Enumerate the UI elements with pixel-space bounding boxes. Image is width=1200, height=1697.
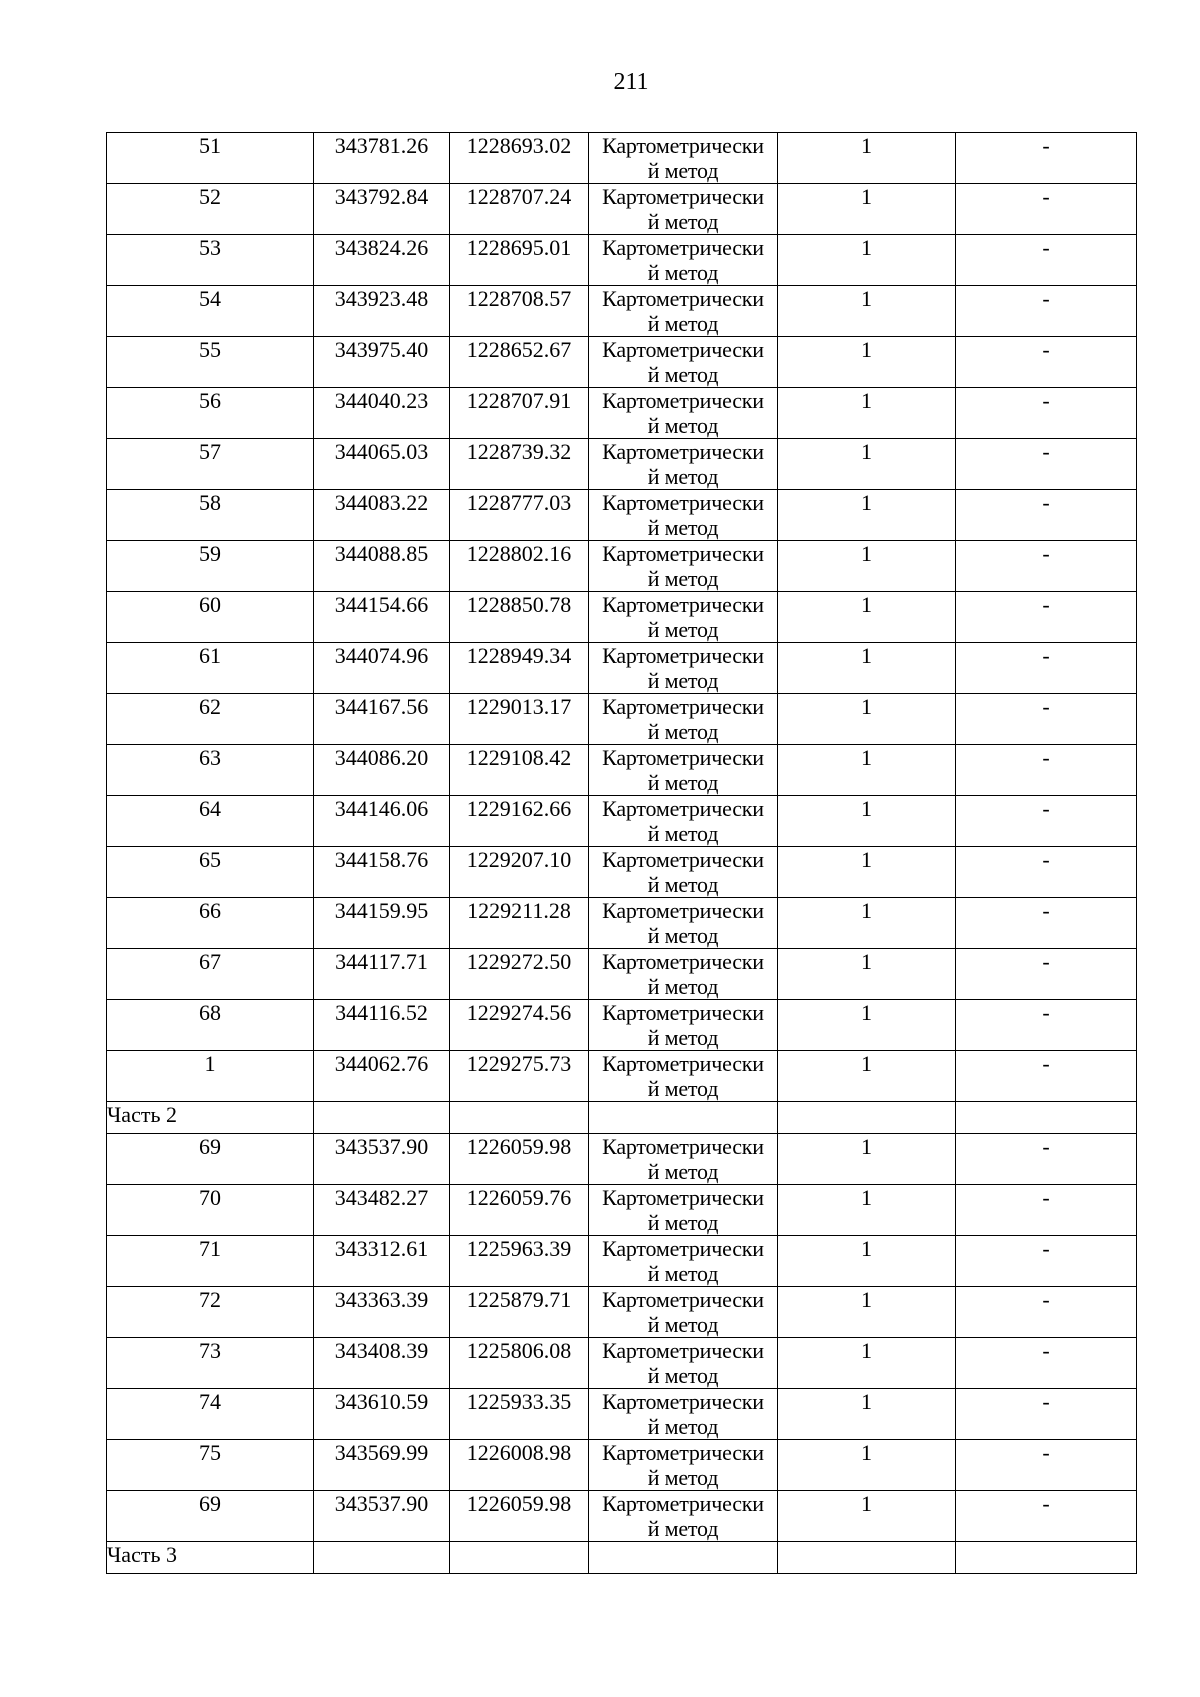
method-cell <box>589 847 778 898</box>
method-text-line1: Картометрически <box>602 1051 764 1076</box>
accuracy-value: 1 <box>778 1440 956 1491</box>
y-coordinate: 1226059.98 <box>450 1491 589 1542</box>
table-row <box>107 1287 1137 1338</box>
method-text-line1: Картометрически <box>602 1236 764 1261</box>
method-cell <box>589 1440 778 1491</box>
empty-cell <box>956 1542 1137 1574</box>
table-row <box>107 592 1137 643</box>
section-title: Часть 2 <box>107 1102 314 1134</box>
point-number: 63 <box>107 745 314 796</box>
y-coordinate: 1228708.57 <box>450 286 589 337</box>
accuracy-value: 1 <box>778 1338 956 1389</box>
method-cell <box>589 949 778 1000</box>
y-coordinate: 1228802.16 <box>450 541 589 592</box>
method-text-line2: й метод <box>647 413 719 438</box>
method-text-line2: й метод <box>647 719 719 744</box>
method-text-line1: Картометрически <box>602 1389 764 1414</box>
table-row <box>107 898 1137 949</box>
point-number: 55 <box>107 337 314 388</box>
table-row <box>107 235 1137 286</box>
accuracy-value: 1 <box>778 643 956 694</box>
y-coordinate: 1228739.32 <box>450 439 589 490</box>
table-row <box>107 694 1137 745</box>
point-number: 59 <box>107 541 314 592</box>
accuracy-value: 1 <box>778 439 956 490</box>
y-coordinate: 1229211.28 <box>450 898 589 949</box>
y-coordinate: 1228707.24 <box>450 184 589 235</box>
accuracy-value: 1 <box>778 847 956 898</box>
method-text-line1: Картометрически <box>602 592 764 617</box>
description-value: - <box>956 949 1137 1000</box>
method-text-line1: Картометрически <box>602 541 764 566</box>
point-number: 57 <box>107 439 314 490</box>
description-value: - <box>956 541 1137 592</box>
y-coordinate: 1226059.76 <box>450 1185 589 1236</box>
section-header-row <box>107 1102 1137 1134</box>
accuracy-value: 1 <box>778 388 956 439</box>
y-coordinate: 1229162.66 <box>450 796 589 847</box>
description-value: - <box>956 1287 1137 1338</box>
accuracy-value: 1 <box>778 1000 956 1051</box>
table-row <box>107 1491 1137 1542</box>
x-coordinate: 343610.59 <box>314 1389 450 1440</box>
x-coordinate: 343923.48 <box>314 286 450 337</box>
accuracy-value: 1 <box>778 898 956 949</box>
table-row <box>107 1338 1137 1389</box>
description-value: - <box>956 1491 1137 1542</box>
accuracy-value: 1 <box>778 1051 956 1102</box>
point-number: 74 <box>107 1389 314 1440</box>
table-row <box>107 286 1137 337</box>
x-coordinate: 344074.96 <box>314 643 450 694</box>
method-cell <box>589 745 778 796</box>
y-coordinate: 1228850.78 <box>450 592 589 643</box>
point-number: 66 <box>107 898 314 949</box>
x-coordinate: 343569.99 <box>314 1440 450 1491</box>
accuracy-value: 1 <box>778 1185 956 1236</box>
point-number: 51 <box>107 133 314 184</box>
method-text-line2: й метод <box>647 1076 719 1101</box>
empty-cell <box>450 1542 589 1574</box>
method-text-line1: Картометрически <box>602 1491 764 1516</box>
point-number: 52 <box>107 184 314 235</box>
y-coordinate: 1225806.08 <box>450 1338 589 1389</box>
method-text-line2: й метод <box>647 974 719 999</box>
method-cell <box>589 184 778 235</box>
accuracy-value: 1 <box>778 235 956 286</box>
method-text-line1: Картометрически <box>602 745 764 770</box>
method-text-line1: Картометрически <box>602 184 764 209</box>
description-value: - <box>956 388 1137 439</box>
point-number: 60 <box>107 592 314 643</box>
method-cell <box>589 1000 778 1051</box>
method-cell <box>589 796 778 847</box>
method-text-line2: й метод <box>647 1210 719 1235</box>
point-number: 67 <box>107 949 314 1000</box>
method-cell <box>589 1338 778 1389</box>
accuracy-value: 1 <box>778 694 956 745</box>
y-coordinate: 1229108.42 <box>450 745 589 796</box>
y-coordinate: 1229207.10 <box>450 847 589 898</box>
x-coordinate: 343792.84 <box>314 184 450 235</box>
table-row <box>107 490 1137 541</box>
y-coordinate: 1228695.01 <box>450 235 589 286</box>
point-number: 69 <box>107 1491 314 1542</box>
x-coordinate: 343482.27 <box>314 1185 450 1236</box>
section-header-row <box>107 1542 1137 1574</box>
method-text-line2: й метод <box>647 1261 719 1286</box>
method-text-line1: Картометрически <box>602 1000 764 1025</box>
method-text-line1: Картометрически <box>602 694 764 719</box>
accuracy-value: 1 <box>778 1491 956 1542</box>
accuracy-value: 1 <box>778 592 956 643</box>
point-number: 58 <box>107 490 314 541</box>
method-cell <box>589 898 778 949</box>
point-number: 70 <box>107 1185 314 1236</box>
method-cell <box>589 1389 778 1440</box>
table-row <box>107 643 1137 694</box>
accuracy-value: 1 <box>778 745 956 796</box>
method-text-line2: й метод <box>647 566 719 591</box>
point-number: 69 <box>107 1134 314 1185</box>
accuracy-value: 1 <box>778 184 956 235</box>
x-coordinate: 343537.90 <box>314 1491 450 1542</box>
table-row <box>107 1000 1137 1051</box>
y-coordinate: 1229272.50 <box>450 949 589 1000</box>
x-coordinate: 344088.85 <box>314 541 450 592</box>
accuracy-value: 1 <box>778 490 956 541</box>
empty-cell <box>314 1542 450 1574</box>
table-row <box>107 1185 1137 1236</box>
method-cell <box>589 388 778 439</box>
table-row <box>107 796 1137 847</box>
y-coordinate: 1225963.39 <box>450 1236 589 1287</box>
method-text-line2: й метод <box>647 1363 719 1388</box>
method-text-line2: й метод <box>647 1312 719 1337</box>
accuracy-value: 1 <box>778 1287 956 1338</box>
x-coordinate: 344159.95 <box>314 898 450 949</box>
accuracy-value: 1 <box>778 286 956 337</box>
method-text-line2: й метод <box>647 1414 719 1439</box>
point-number: 1 <box>107 1051 314 1102</box>
method-text-line1: Картометрически <box>602 1134 764 1159</box>
description-value: - <box>956 898 1137 949</box>
table-row <box>107 1134 1137 1185</box>
method-cell <box>589 337 778 388</box>
method-text-line2: й метод <box>647 158 719 183</box>
method-text-line2: й метод <box>647 668 719 693</box>
y-coordinate: 1228777.03 <box>450 490 589 541</box>
y-coordinate: 1229013.17 <box>450 694 589 745</box>
description-value: - <box>956 1338 1137 1389</box>
description-value: - <box>956 1389 1137 1440</box>
x-coordinate: 344158.76 <box>314 847 450 898</box>
point-number: 65 <box>107 847 314 898</box>
method-text-line2: й метод <box>647 617 719 642</box>
x-coordinate: 344062.76 <box>314 1051 450 1102</box>
accuracy-value: 1 <box>778 949 956 1000</box>
method-cell <box>589 592 778 643</box>
description-value: - <box>956 1236 1137 1287</box>
method-text-line1: Картометрически <box>602 1185 764 1210</box>
description-value: - <box>956 184 1137 235</box>
x-coordinate: 343781.26 <box>314 133 450 184</box>
x-coordinate: 343312.61 <box>314 1236 450 1287</box>
coordinates-table <box>106 132 1137 1574</box>
point-number: 73 <box>107 1338 314 1389</box>
empty-cell <box>778 1102 956 1134</box>
method-text-line1: Картометрически <box>602 133 764 158</box>
method-text-line1: Картометрически <box>602 949 764 974</box>
method-text-line2: й метод <box>647 1025 719 1050</box>
point-number: 62 <box>107 694 314 745</box>
description-value: - <box>956 643 1137 694</box>
method-text-line1: Картометрически <box>602 286 764 311</box>
method-text-line1: Картометрически <box>602 490 764 515</box>
table-row <box>107 439 1137 490</box>
table-row <box>107 1389 1137 1440</box>
method-text-line1: Картометрически <box>602 388 764 413</box>
method-text-line1: Картометрически <box>602 439 764 464</box>
section-title: Часть 3 <box>107 1542 314 1574</box>
empty-cell <box>589 1102 778 1134</box>
y-coordinate: 1228707.91 <box>450 388 589 439</box>
y-coordinate: 1229274.56 <box>450 1000 589 1051</box>
description-value: - <box>956 796 1137 847</box>
empty-cell <box>589 1542 778 1574</box>
table-row <box>107 1051 1137 1102</box>
y-coordinate: 1226059.98 <box>450 1134 589 1185</box>
method-text-line2: й метод <box>647 872 719 897</box>
method-cell <box>589 286 778 337</box>
description-value: - <box>956 490 1137 541</box>
x-coordinate: 344167.56 <box>314 694 450 745</box>
x-coordinate: 344040.23 <box>314 388 450 439</box>
method-text-line2: й метод <box>647 209 719 234</box>
table-row <box>107 1440 1137 1491</box>
description-value: - <box>956 847 1137 898</box>
description-value: - <box>956 1440 1137 1491</box>
y-coordinate: 1225879.71 <box>450 1287 589 1338</box>
empty-cell <box>314 1102 450 1134</box>
accuracy-value: 1 <box>778 796 956 847</box>
table-row <box>107 1236 1137 1287</box>
description-value: - <box>956 1185 1137 1236</box>
method-text-line2: й метод <box>647 260 719 285</box>
method-text-line1: Картометрически <box>602 847 764 872</box>
method-cell <box>589 1287 778 1338</box>
description-value: - <box>956 1051 1137 1102</box>
description-value: - <box>956 1134 1137 1185</box>
point-number: 68 <box>107 1000 314 1051</box>
method-cell <box>589 235 778 286</box>
method-text-line2: й метод <box>647 770 719 795</box>
x-coordinate: 344154.66 <box>314 592 450 643</box>
x-coordinate: 343537.90 <box>314 1134 450 1185</box>
table-row <box>107 745 1137 796</box>
method-text-line2: й метод <box>647 515 719 540</box>
coordinates-table-body <box>107 133 1137 1574</box>
point-number: 71 <box>107 1236 314 1287</box>
x-coordinate: 343408.39 <box>314 1338 450 1389</box>
method-cell <box>589 1491 778 1542</box>
empty-cell <box>956 1102 1137 1134</box>
y-coordinate: 1228652.67 <box>450 337 589 388</box>
method-text-line1: Картометрически <box>602 235 764 260</box>
method-text-line2: й метод <box>647 821 719 846</box>
description-value: - <box>956 286 1137 337</box>
method-text-line2: й метод <box>647 464 719 489</box>
table-row <box>107 949 1137 1000</box>
method-text-line2: й метод <box>647 1465 719 1490</box>
method-text-line2: й метод <box>647 311 719 336</box>
method-text-line1: Картометрически <box>602 1440 764 1465</box>
description-value: - <box>956 439 1137 490</box>
accuracy-value: 1 <box>778 337 956 388</box>
point-number: 54 <box>107 286 314 337</box>
method-text-line1: Картометрически <box>602 1287 764 1312</box>
description-value: - <box>956 694 1137 745</box>
page-number: 211 <box>613 69 649 95</box>
method-cell <box>589 1236 778 1287</box>
x-coordinate: 344146.06 <box>314 796 450 847</box>
method-cell <box>589 439 778 490</box>
point-number: 72 <box>107 1287 314 1338</box>
accuracy-value: 1 <box>778 133 956 184</box>
x-coordinate: 344117.71 <box>314 949 450 1000</box>
method-text-line1: Картометрически <box>602 1338 764 1363</box>
point-number: 53 <box>107 235 314 286</box>
table-row <box>107 337 1137 388</box>
description-value: - <box>956 235 1137 286</box>
table-row <box>107 847 1137 898</box>
point-number: 61 <box>107 643 314 694</box>
method-cell <box>589 1185 778 1236</box>
point-number: 56 <box>107 388 314 439</box>
table-row <box>107 184 1137 235</box>
table-row <box>107 133 1137 184</box>
method-text-line1: Картометрически <box>602 643 764 668</box>
method-text-line1: Картометрически <box>602 898 764 923</box>
method-text-line1: Картометрически <box>602 796 764 821</box>
method-text-line1: Картометрически <box>602 337 764 362</box>
method-cell <box>589 694 778 745</box>
description-value: - <box>956 337 1137 388</box>
description-value: - <box>956 592 1137 643</box>
method-cell <box>589 133 778 184</box>
point-number: 75 <box>107 1440 314 1491</box>
x-coordinate: 343363.39 <box>314 1287 450 1338</box>
x-coordinate: 344086.20 <box>314 745 450 796</box>
method-text-line2: й метод <box>647 362 719 387</box>
empty-cell <box>450 1102 589 1134</box>
x-coordinate: 343824.26 <box>314 235 450 286</box>
method-text-line2: й метод <box>647 923 719 948</box>
y-coordinate: 1228693.02 <box>450 133 589 184</box>
x-coordinate: 343975.40 <box>314 337 450 388</box>
x-coordinate: 344116.52 <box>314 1000 450 1051</box>
accuracy-value: 1 <box>778 1389 956 1440</box>
description-value: - <box>956 745 1137 796</box>
accuracy-value: 1 <box>778 541 956 592</box>
x-coordinate: 344065.03 <box>314 439 450 490</box>
table-row <box>107 388 1137 439</box>
y-coordinate: 1229275.73 <box>450 1051 589 1102</box>
y-coordinate: 1228949.34 <box>450 643 589 694</box>
table-row <box>107 541 1137 592</box>
method-cell <box>589 541 778 592</box>
empty-cell <box>778 1542 956 1574</box>
point-number: 64 <box>107 796 314 847</box>
method-cell <box>589 643 778 694</box>
description-value: - <box>956 1000 1137 1051</box>
accuracy-value: 1 <box>778 1134 956 1185</box>
method-text-line2: й метод <box>647 1516 719 1541</box>
y-coordinate: 1225933.35 <box>450 1389 589 1440</box>
method-cell <box>589 1134 778 1185</box>
method-cell <box>589 1051 778 1102</box>
x-coordinate: 344083.22 <box>314 490 450 541</box>
accuracy-value: 1 <box>778 1236 956 1287</box>
method-cell <box>589 490 778 541</box>
y-coordinate: 1226008.98 <box>450 1440 589 1491</box>
method-text-line2: й метод <box>647 1159 719 1184</box>
description-value: - <box>956 133 1137 184</box>
